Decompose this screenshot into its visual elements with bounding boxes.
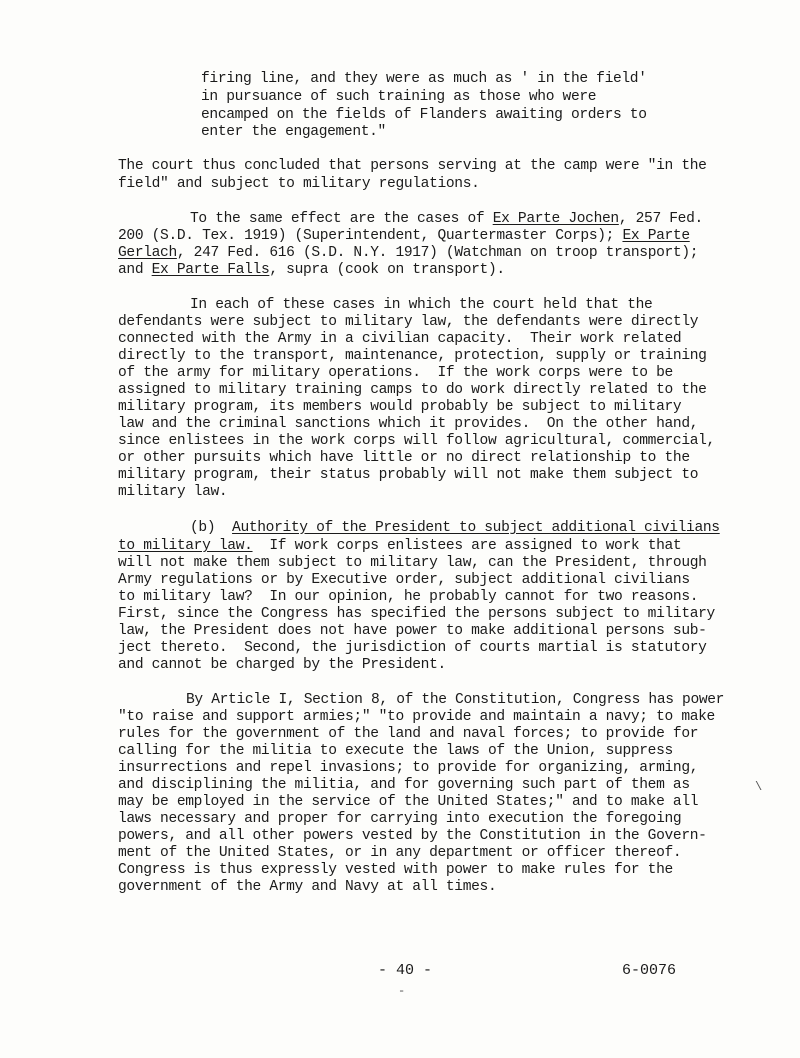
text-line <box>118 262 505 279</box>
case-citation-jochen: Ex Parte Jochen <box>492 211 619 227</box>
text-line: "to raise and support armies;" "to provide and maintain a navy; to make <box>118 709 715 725</box>
text-line: insurrections and repel invasions; to provide for organizing, arming, <box>118 760 699 776</box>
text-line: directly to the transport, maintenance, protection, supply or training <box>118 348 707 364</box>
text-run: , 247 Fed. 616 (S.D. N.Y. 1917) (Watchman on troop transport); <box>176 245 699 261</box>
quote-line: enter the engagement." <box>201 124 386 140</box>
text-line: rules for the government of the land and naval forces; to provide for <box>118 726 699 742</box>
text-line: will not make them subject to military law, can the President, through <box>118 555 707 571</box>
text-line: law and the criminal sanctions which it provides. On the other hand, <box>118 416 699 432</box>
text-line: military program, their status probably will not make them subject to <box>118 467 699 483</box>
text-run: , supra (cook on transport). <box>269 262 505 278</box>
text-line: connected with the Army in a civilian capacity. Their work related <box>118 331 682 347</box>
section-heading: Authority of the President to subject additional civilians <box>232 520 720 536</box>
text-line: to military law? In our opinion, he probably cannot for two reasons. <box>118 589 699 605</box>
text-run: If work corps enlistees are assigned to work that <box>252 538 682 554</box>
text-line: Congress is thus expressly vested with power to make rules for the <box>118 862 673 878</box>
text-line <box>118 245 698 262</box>
text-line <box>118 228 690 245</box>
text-line: powers, and all other powers vested by the Constitution in the Govern- <box>118 828 707 844</box>
text-run: , 257 Fed. <box>618 211 703 227</box>
quote-line: encamped on the fields of Flanders awaiting orders to <box>201 107 647 123</box>
text-line: since enlistees in the work corps will follow agricultural, commercial, <box>118 433 715 449</box>
document-code: 6-0076 <box>622 962 677 979</box>
scan-mark: - <box>398 984 406 998</box>
text-line: By Article I, Section 8, of the Constitution, Congress has power <box>186 692 725 708</box>
text-line: government of the Army and Navy at all times. <box>118 879 497 895</box>
text-line: and cannot be charged by the President. <box>118 657 446 673</box>
quote-line: in pursuance of such training as those who were <box>201 89 597 105</box>
text-line: of the army for military operations. If the work corps were to be <box>118 365 673 381</box>
text-line: military program, its members would probably be subject to military <box>118 399 682 415</box>
text-run: To the same effect are the cases of <box>190 211 493 227</box>
text-line: ment of the United States, or in any department or officer thereof. <box>118 845 682 861</box>
text-line: laws necessary and proper for carrying into execution the foregoing <box>118 811 682 827</box>
text-line: military law. <box>118 484 228 500</box>
case-citation-falls: Ex Parte Falls <box>151 262 270 278</box>
text-line: law, the President does not have power to make additional persons sub- <box>118 623 707 639</box>
page-number: - 40 - <box>378 962 433 979</box>
quote-line: firing line, and they were as much as ' in the field' <box>201 71 647 87</box>
text-line: field" and subject to military regulations. <box>118 176 480 192</box>
text-line: First, since the Congress has specified the persons subject to military <box>118 606 715 622</box>
text-line: or other pursuits which have little or no direct relationship to the <box>118 450 690 466</box>
text-line <box>118 538 681 555</box>
text-line: In each of these cases in which the court held that the <box>190 297 653 313</box>
text-line: and disciplining the militia, and for governing such part of them as <box>118 777 690 793</box>
section-marker: (b) <box>190 520 233 536</box>
text-line: calling for the militia to execute the laws of the Union, suppress <box>118 743 673 759</box>
text-line <box>190 520 720 537</box>
text-run: and <box>118 262 152 278</box>
text-line <box>190 211 703 228</box>
text-line: assigned to military training camps to do work directly related to the <box>118 382 707 398</box>
case-citation-gerlach-part1: Ex Parte <box>622 228 690 244</box>
text-line: The court thus concluded that persons serving at the camp were "in the <box>118 158 707 174</box>
text-line: defendants were subject to military law, the defendants were directly <box>118 314 699 330</box>
scan-mark: \ <box>755 780 763 794</box>
case-citation-gerlach-part2: Gerlach <box>118 245 177 261</box>
text-line: Army regulations or by Executive order, subject additional civilians <box>118 572 690 588</box>
text-line: may be employed in the service of the United States;" and to make all <box>118 794 699 810</box>
text-line: ject thereto. Second, the jurisdiction of courts martial is statutory <box>118 640 707 656</box>
text-run: 200 (S.D. Tex. 1919) (Superintendent, Quartermaster Corps); <box>118 228 623 244</box>
section-heading-continued: to military law. <box>118 538 253 554</box>
